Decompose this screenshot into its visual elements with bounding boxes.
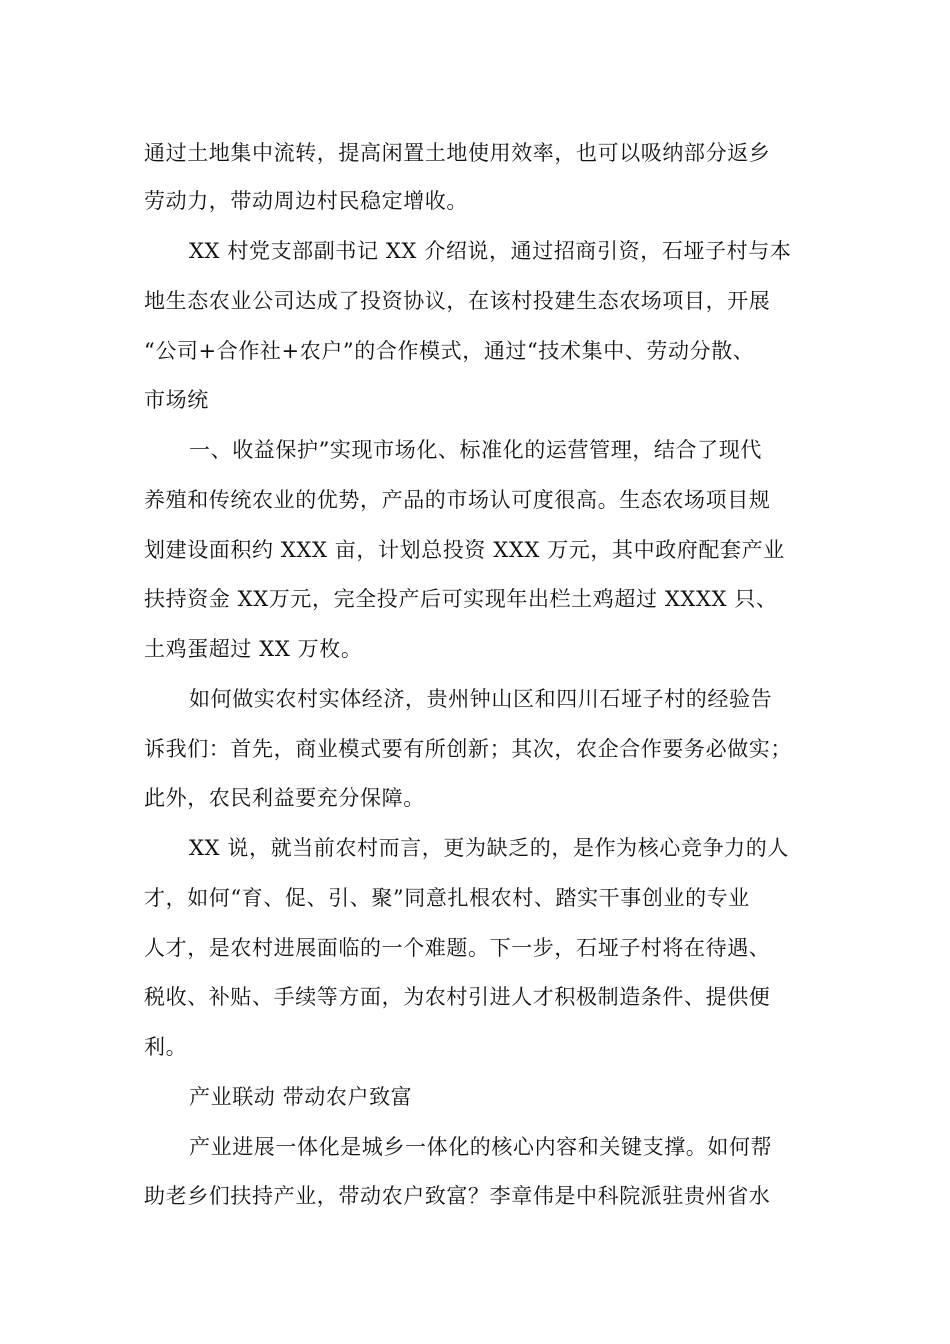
text-line: 助老乡们扶持产业，带动农户致富？李章伟是中科院派驻贵州省水: [144, 1184, 771, 1208]
text-line: 市场统: [144, 388, 209, 412]
text-line: 诉我们：首先，商业模式要有所创新；其次，农企合作要务必做实；: [144, 737, 792, 761]
text-line: 劳动力，带动周边村民稳定增收。: [144, 189, 468, 213]
text-line: 划建设面积约 XXX 亩，计划总投资 XXX 万元，其中政府配套产业: [144, 538, 785, 562]
section-heading: 产业联动 带动农户致富: [189, 1085, 413, 1109]
paragraph-start-line: XX 说，就当前农村而言，更为缺乏的，是作为核心竞争力的人: [189, 836, 789, 860]
text-line: 通过土地集中流转，提高闲置土地使用效率，也可以吸纳部分返乡: [144, 141, 771, 165]
paragraph-start-line: 如何做实农村实体经济，贵州钟山区和四川石垭子村的经验告: [189, 687, 773, 711]
text-line: 地生态农业公司达成了投资协议，在该村投建生态农场项目，开展: [144, 289, 771, 313]
paragraph-start-line: 产业进展一体化是城乡一体化的核心内容和关键支撑。如何帮: [189, 1135, 773, 1159]
text-line: 才，如何“育、促、引、聚”同意扎根农村、踏实干事创业的专业: [144, 886, 750, 910]
paragraph-start-line: 一、收益保护”实现市场化、标准化的运营管理，结合了现代: [189, 438, 762, 462]
text-line: 土鸡蛋超过 XX 万枚。: [144, 637, 363, 661]
text-line: 此外，农民利益要充分保障。: [144, 786, 425, 810]
text-line: 养殖和传统农业的优势，产品的市场认可度很高。生态农场项目规: [144, 488, 771, 512]
text-line: “公司+合作社+农户”的合作模式，通过“技术集中、劳动分散、: [144, 339, 755, 363]
paragraph-start-line: XX 村党支部副书记 XX 介绍说，通过招商引资，石垭子村与本: [189, 239, 792, 263]
text-line: 利。: [144, 1035, 188, 1059]
text-line: 税收、补贴、手续等方面，为农村引进人才积极制造条件、提供便: [144, 985, 771, 1009]
text-line: 扶持资金 XX万元，完全投产后可实现年出栏土鸡超过 XXXX 只、: [144, 587, 778, 611]
text-line: 人才，是农村进展面临的一个难题。下一步，石垭子村将在待遇、: [144, 936, 771, 960]
